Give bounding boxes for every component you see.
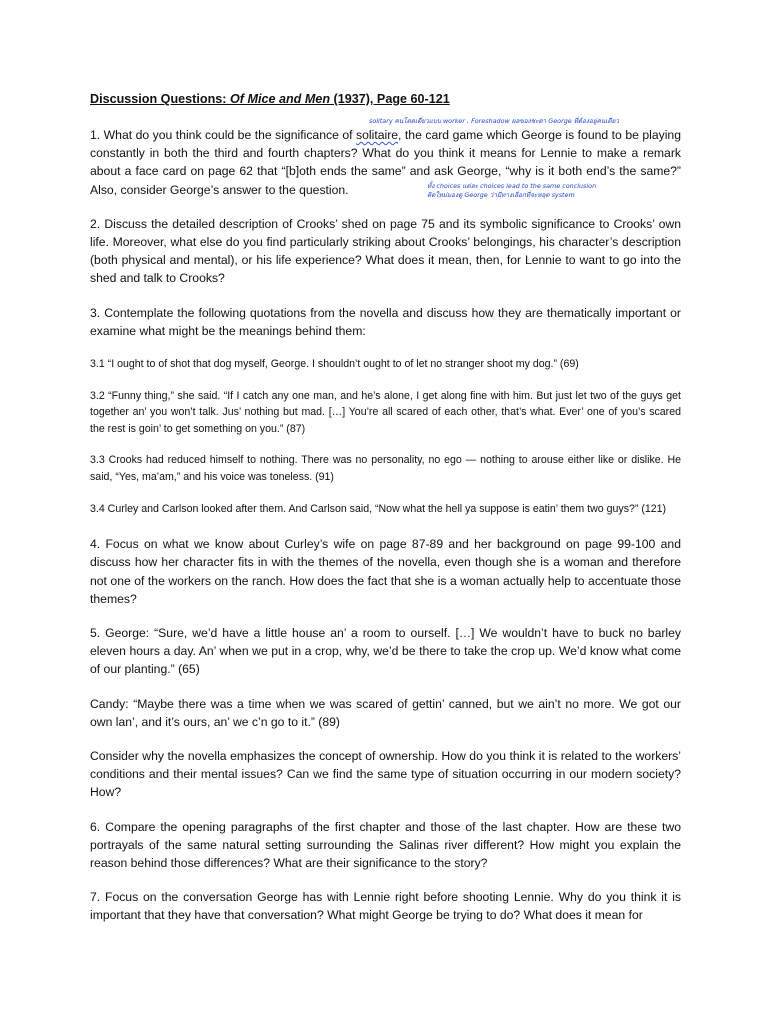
question-5-consider: Consider why the novella emphasizes the concept of ownership. How do you think it is related to the workers’ conditions and their mental issues? Can we find the same type of situation occurring in our modern society? How? bbox=[90, 749, 681, 800]
title-book: Of Mice and Men bbox=[229, 92, 331, 106]
question-5-candy: Candy: “Maybe there was a time when we was scared of gettin’ canned, but we ain’t no more. We got our own lan’, and it’s ours, an’ we c’n go to it.” (89) bbox=[90, 696, 681, 729]
quote-3-4: 3.4 Curley and Carlson looked after them. And Carlson said, “Now what the hell ya suppose is eatin’ them two guys?” (121) bbox=[90, 502, 667, 515]
page-title bbox=[90, 92, 681, 106]
spellcheck-word-solitaire: solitaire bbox=[356, 128, 399, 142]
question-1 bbox=[90, 126, 681, 199]
question-1-before: 1. What do you think could be the significance of bbox=[90, 128, 357, 142]
question-4: 4. Focus on what we know about Curley’s wife on page 87-89 and her background on page 99-100 and discuss how her character fits in with the themes of the novella, even though she is a woman and therefore not one of the workers on the ranch. How does the fact that she is a woman actually help to accentuate those themes? bbox=[90, 537, 681, 606]
title-prefix: Discussion Questions: bbox=[90, 92, 230, 106]
quote-3-2: 3.2 “Funny thing,” she said. “If I catch any one man, and he’s alone, I get along fine with him. But just let two of the guys get together an’ you won’t talk. Jus’ nothing but mad. […] You’re all scared of each other, that’s what. Ever’ one of you’s scared the rest is goin’ to get something on you.” (87) bbox=[90, 389, 681, 435]
question-2: 2. Discuss the detailed description of Crooks’ shed on page 75 and its symbolic significance to Crooks’ own life. Moreover, what else do you find particularly striking about Crooks’ belongings, his character’s description (both physical and mental), or his life experience? What does it mean, then, for Lennie to want to go into the shed and talk to Crooks? bbox=[90, 216, 681, 286]
question-6: 6. Compare the opening paragraphs of the first chapter and those of the last chapter. How are these two portrayals of the same natural setting surrounding the Salinas river different? How might you explain the reason behind those differences? What are their significance to the story? bbox=[90, 819, 681, 871]
title-suffix: (1937), Page 60-121 bbox=[330, 92, 450, 106]
question-5: 5. George: “Sure, we’d have a little house an’ a room to ourself. […] We wouldn’t have to buck no barley eleven hours a day. An’ when we put in a crop, why, we’d be there to take the crop up. We’d know what come of our planting.” (65) bbox=[90, 626, 681, 677]
question-1-after: , the card game which George is found to be playing constantly in both the third and fourth chapters? What do you think it means for Lennie to make a remark about a face card on page 62 that “[b]oth ends the same” and ask George, “why is it both end’s the same?” Also, consider George’s answer to the question. bbox=[90, 128, 681, 197]
question-3: 3. Contemplate the following quotations from the novella and discuss how they are thematically important or examine what might be the meanings behind them: bbox=[90, 305, 681, 338]
handwritten-note-solitary: solitary คนโดดเดี่ยวแบบ worker , Foreshadow ผลของชะตา George ที่ต้องอยู่คนเดียว bbox=[369, 117, 619, 125]
question-7: 7. Focus on the conversation George has with Lennie right before shooting Lennie. Why do you think it is important that they have that conversation? What might George be trying to do? What does it mean for bbox=[90, 890, 681, 923]
quote-3-3: 3.3 Crooks had reduced himself to nothing. There was no personality, no ego — nothing to arouse either like or dislike. He said, “Yes, ma’am,” and his voice was toneless. (91) bbox=[90, 454, 681, 483]
document-page bbox=[90, 92, 681, 941]
quote-3-1: 3.1 “I ought to of shot that dog myself, George. I shouldn’t ought to of let no stranger shoot my dog.” (69) bbox=[90, 358, 579, 371]
handwritten-note-system: คิดใหม่มองดู George ว่ามีทางเลือกที่จะหลุด system bbox=[427, 191, 575, 199]
handwritten-note-choices: ทั้ง choices แต่ละ choices lead to the same conclusion bbox=[427, 182, 597, 190]
